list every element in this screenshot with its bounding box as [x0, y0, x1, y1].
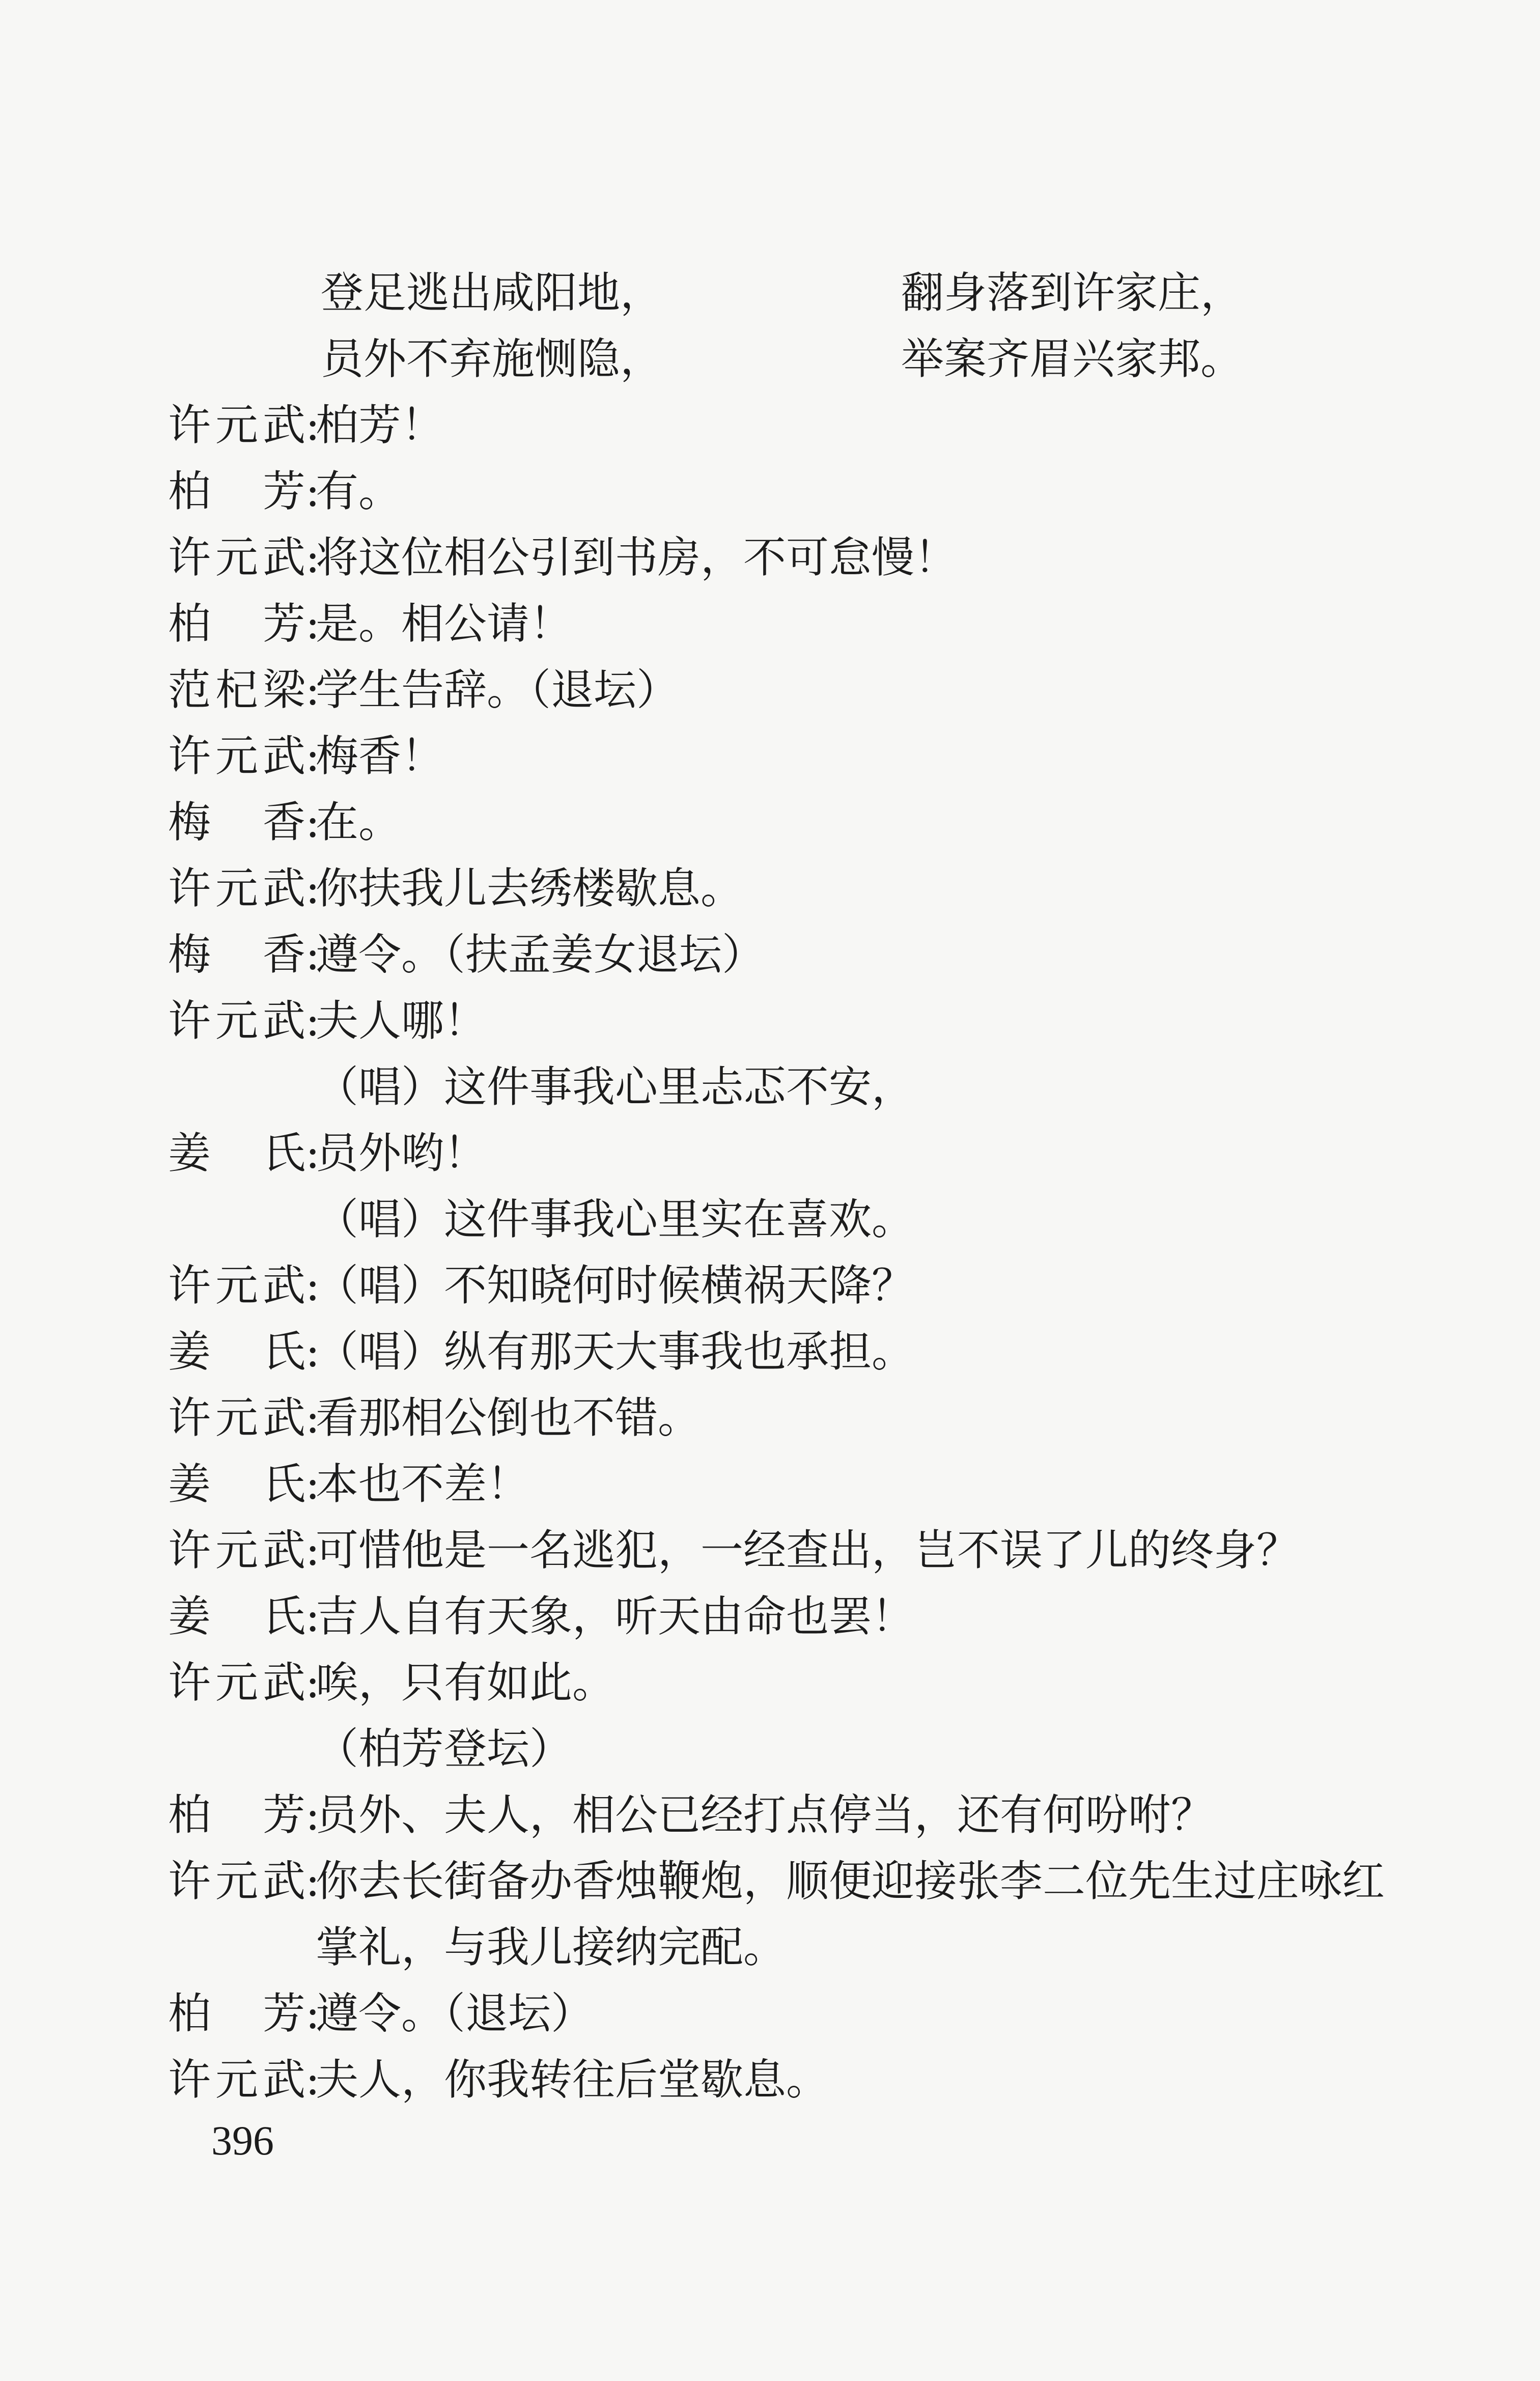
- dialogue-text: 员外、夫人，相公已经打点停当，还有何吩咐？: [316, 1790, 1214, 1840]
- dialogue-line: 许元武:唉，只有如此。: [168, 1652, 615, 1713]
- dialogue-text: 学生告辞。（退坛）: [316, 665, 680, 715]
- dialogue-text: 可惜他是一名逃犯，一经查出，岂不误了儿的终身？: [316, 1525, 1300, 1575]
- speaker-name: 姜氏: [168, 1128, 305, 1178]
- dialogue-text: （唱）纵有那天大事我也承担。: [316, 1327, 915, 1377]
- speaker-name: 姜氏: [168, 1459, 305, 1509]
- dialogue-text: 吉人自有天象，听天由命也罢！: [316, 1591, 915, 1641]
- sung-line: （唱）这件事我心里忐忑不安，: [316, 1062, 915, 1112]
- dialogue-text: 在。: [316, 797, 402, 847]
- speaker-name: 许元武: [168, 1525, 305, 1575]
- dialogue-line: 许元武:夫人，你我转往后堂歇息。: [168, 2049, 829, 2110]
- dialogue-text: 遵令。（退坛）: [316, 1988, 594, 2038]
- speaker-name: 许元武: [168, 1658, 305, 1707]
- dialogue-line: 许元武:看那相公倒也不错。: [168, 1387, 701, 1448]
- speaker-name: 许元武: [168, 1260, 305, 1310]
- speaker-name: 柏芳: [168, 1988, 305, 2038]
- dialogue-text: 有。: [316, 466, 402, 516]
- dialogue-text: 你扶我儿去绣楼歇息。: [316, 863, 744, 913]
- speaker-name: 范杞梁: [168, 665, 305, 715]
- verse-right: 举案齐眉兴家邦。: [901, 334, 1244, 384]
- dialogue-line: 梅香:在。: [168, 792, 401, 853]
- dialogue-text: 柏芳！: [316, 400, 444, 450]
- speaker-name: 许元武: [168, 1393, 305, 1443]
- dialogue-line: 许元武:可惜他是一名逃犯，一经查出，岂不误了儿的终身？: [168, 1520, 1299, 1581]
- dialogue-line: 柏芳:员外、夫人，相公已经打点停当，还有何吩咐？: [168, 1784, 1214, 1845]
- dialogue-line: 柏芳:是。相公请！: [168, 593, 572, 654]
- dialogue-text: 夫人，你我转往后堂歇息。: [316, 2055, 829, 2105]
- dialogue-text: 夫人哪！: [316, 996, 487, 1046]
- dialogue-line: 许元武:夫人哪！: [168, 990, 487, 1051]
- dialogue-text: 看那相公倒也不错。: [316, 1393, 701, 1443]
- speaker-name: 姜氏: [168, 1591, 305, 1641]
- dialogue-line: 姜氏:吉人自有天象，听天由命也罢！: [168, 1586, 914, 1647]
- dialogue-line: 柏芳:有。: [168, 461, 401, 522]
- speaker-name: 许元武: [168, 996, 305, 1046]
- verse-left: 登足逃出咸阳地，: [321, 268, 663, 318]
- speaker-name: 许元武: [168, 1856, 305, 1906]
- speaker-name: 许元武: [168, 863, 305, 913]
- speaker-name: 姜氏: [168, 1327, 305, 1377]
- dialogue-text: 本也不差！: [316, 1459, 530, 1509]
- dialogue-text: 将这位相公引到书房，不可怠慢！: [316, 533, 958, 582]
- dialogue-line: 许元武:你去长街备办香烛鞭炮，顺便迎接张李二位先生过庄咏红: [168, 1851, 1385, 1912]
- page-number: 396: [211, 2117, 274, 2164]
- speaker-name: 许元武: [168, 731, 305, 781]
- dialogue-line: 许元武:你扶我儿去绣楼歇息。: [168, 858, 743, 919]
- speaker-name: 许元武: [168, 2055, 305, 2105]
- dialogue-text: （唱）不知晓何时候横祸天降？: [316, 1260, 915, 1310]
- dialogue-line: 许元武:（唱）不知晓何时候横祸天降？: [168, 1255, 914, 1316]
- dialogue-line: 姜氏:（唱）纵有那天大事我也承担。: [168, 1321, 914, 1382]
- dialogue-text: 是。相公请！: [316, 599, 573, 649]
- dialogue-line: 范杞梁:学生告辞。（退坛）: [168, 659, 679, 720]
- speaker-name: 许元武: [168, 533, 305, 582]
- speaker-name: 柏芳: [168, 599, 305, 649]
- dialogue-text: 员外哟！: [316, 1128, 487, 1178]
- sung-line: （唱）这件事我心里实在喜欢。: [316, 1194, 915, 1244]
- verse-right: 翻身落到许家庄，: [901, 268, 1244, 318]
- speaker-name: 柏芳: [168, 466, 305, 516]
- speaker-name: 许元武: [168, 400, 305, 450]
- dialogue-text: 唉，只有如此。: [316, 1658, 615, 1707]
- speaker-name: 柏芳: [168, 1790, 305, 1840]
- speaker-name: 梅香: [168, 797, 305, 847]
- stage-direction: （柏芳登坛）: [316, 1724, 573, 1774]
- dialogue-line: 梅香:遵令。（扶孟姜女退坛）: [168, 924, 765, 985]
- dialogue-line: 许元武:柏芳！: [168, 395, 444, 456]
- speaker-name: 梅香: [168, 930, 305, 979]
- continuation-line: 掌礼，与我儿接纳完配。: [316, 1922, 787, 1972]
- dialogue-line: 柏芳:遵令。（退坛）: [168, 1983, 594, 2044]
- dialogue-text: 你去长街备办香烛鞭炮，顺便迎接张李二位先生过庄咏红: [316, 1856, 1385, 1906]
- dialogue-line: 许元武:梅香！: [168, 725, 444, 787]
- dialogue-line: 姜氏:本也不差！: [168, 1453, 529, 1515]
- dialogue-text: 遵令。（扶孟姜女退坛）: [316, 930, 765, 979]
- dialogue-line: 许元武:将这位相公引到书房，不可怠慢！: [168, 527, 957, 588]
- verse-left: 员外不弃施恻隐，: [321, 334, 663, 384]
- dialogue-text: 梅香！: [316, 731, 444, 781]
- dialogue-line: 姜氏:员外哟！: [168, 1123, 487, 1184]
